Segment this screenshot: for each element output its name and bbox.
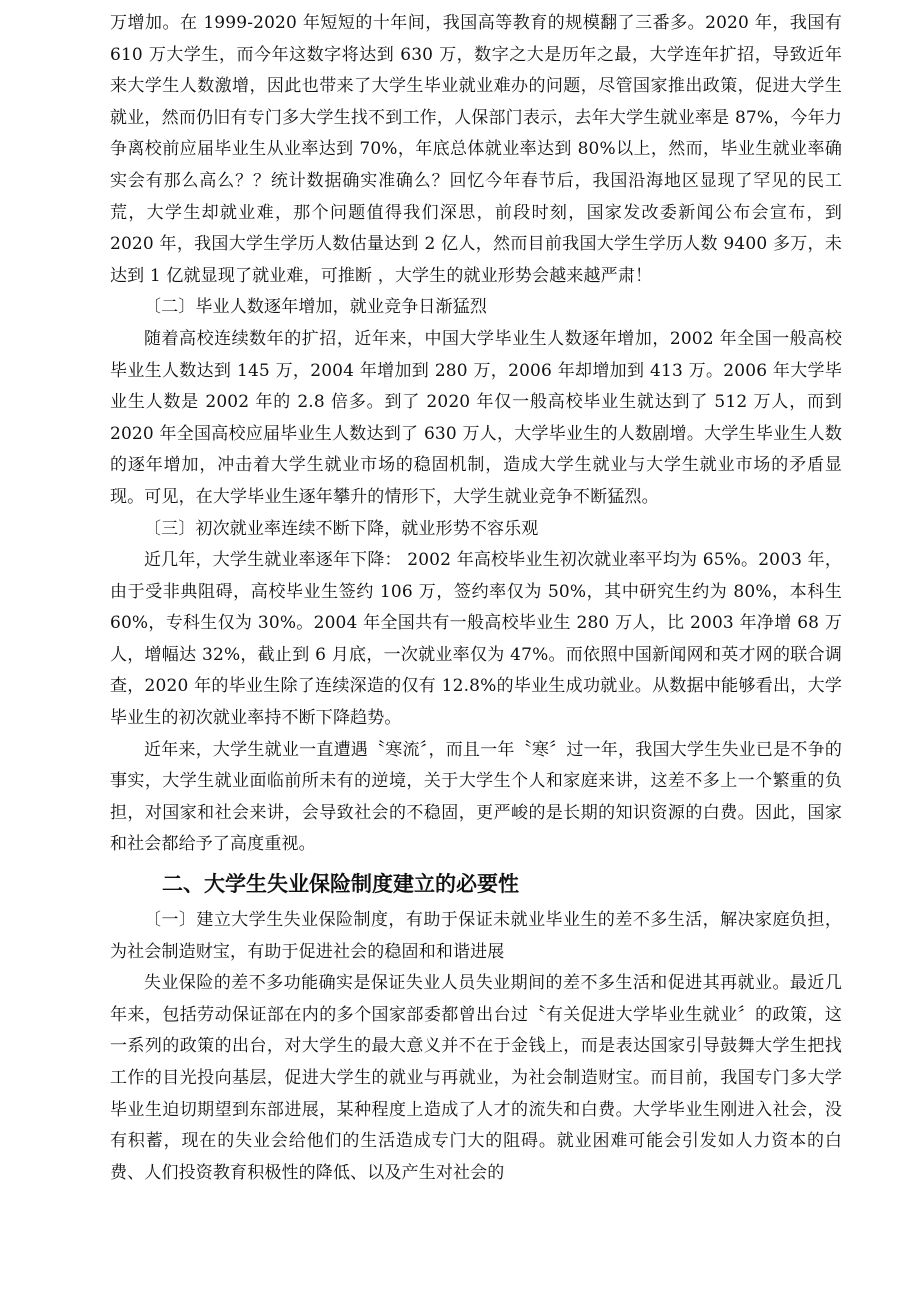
paragraph-cold-wave: 近年来，大学生就业一直遭遇〝寒流〞，而且一年〝寒〞过一年，我国大学生失业已是不争的事实，大学生就业面临前所未有的逆境，关于大学生个人和家庭来讲，这差不多上一个繁重的负担，对国家和社会来讲，会导致社会的不稳固，更严峻的是长期的知识资源的白费。因此，国家和社会都给予了高度重视。 (110, 739, 842, 855)
paragraph-employment-rate-decline: 近几年，大学生就业率逐年下降： 2002 年高校毕业生初次就业率平均为 65%。2003 年，由于受非典阻碍，高校毕业生签约 106 万，签约率仅为 50%，其中研究生约为 80%，本科生 60%，专科生仅为 30%。2004 年全国共有一般高校毕业生 280 万人，比 2003 年净增 68 万人，增幅达 32%，截止到 6 月底，一次就业率仅为 47%。而依照中国新闻网和英才网的联合调查，2020 年的毕业生除了连续深造的仅有 12.8%的毕业生成功就业。从数据中能够看出，大学毕业生的初次就业率持不断下降趋势。 (110, 550, 842, 729)
paragraph-graduate-growth: 随着高校连续数年的扩招，近年来，中国大学毕业生人数逐年增加，2002 年全国一般高校毕业生人数达到 145 万，2004 年增加到 280 万，2006 年却增加到 413 万。2006 年大学毕业生人数是 2002 年的 2.8 倍多。到了 2020 年仅一般高校毕业生就达到了 512 万人，而到 2020 年全国高校应届毕业生人数达到了 630 万人，大学毕业生的人数剧增。大学生毕业生人数的逐年增加，冲击着大学生就业市场的稳固机制，造成大学生就业与大学生就业市场的矛盾显现。可见，在大学毕业生逐年攀升的情形下，大学生就业竞争不断猛烈。 (110, 328, 842, 507)
section-heading: 二、大学生失业保险制度建立的必要性 (162, 872, 519, 897)
paragraph-insurance-function: 失业保险的差不多功能确实是保证失业人员失业期间的差不多生活和促进其再就业。最近几年来，包括劳动保证部在内的多个国家部委都曾出台过〝有关促进大学毕业生就业〞的政策，这一系列的政策的出台，对大学生的最大意义并不在于金钱上，而是表达国家引导鼓舞大学生把找工作的目光投向基层，促进大学生的就业与再就业，为社会制造财宝。而目前，我国专门多大学毕业生迫切期望到东部进展，某种程度上造成了人才的流失和白费。大学毕业生刚进入社会，没有积蓄，现在的失业会给他们的生活造成专门大的阻碍。就业困难可能会引发如人力资本的白费、人们投资教育积极性的降低、以及产生对社会的 (110, 973, 842, 1183)
subheading-graduate-growth: 〔二〕毕业人数逐年增加，就业竞争日渐猛烈 (144, 297, 487, 318)
subheading-employment-rate-decline: 〔三〕初次就业率连续不断下降，就业形势不容乐观 (144, 518, 539, 539)
subheading-insurance-benefits: 〔一〕建立大学生失业保险制度，有助于保证未就业毕业生的差不多生活，解决家庭负担，为社会制造财宝，有助于促进社会的稳固和和谐进展 (110, 910, 842, 962)
paragraph-employment-stats: 万增加。在 1999-2020 年短短的十年间，我国高等教育的规模翻了三番多。2020 年，我国有 610 万大学生，而今年这数字将达到 630 万，数字之大是历年之最，大学连年扩招，导致近年来大学生人数激增，因此也带来了大学生毕业就业难办的问题，尽管国家推出政策，促进大学生就业，然而仍旧有专门多大学生找不到工作，人保部门表示，去年大学生就业率是 87%，今年力争离校前应届毕业生从业率达到 70%，年底总体就业率达到 80%以上，然而，毕业生就业率确实会有那么高么？？统计数据确实准确么？回忆今年春节后，我国沿海地区显现了罕见的民工荒，大学生却就业难，那个问题值得我们深思，前段时刻，国家发改委新闻公布会宣布，到 2020 年，我国大学生学历人数估量达到 2 亿人，然而目前我国大学生学历人数 9400 多万，未达到 1 亿就显现了就业难，可推断 ，大学生的就业形势会越来越严肃！ (110, 13, 842, 286)
